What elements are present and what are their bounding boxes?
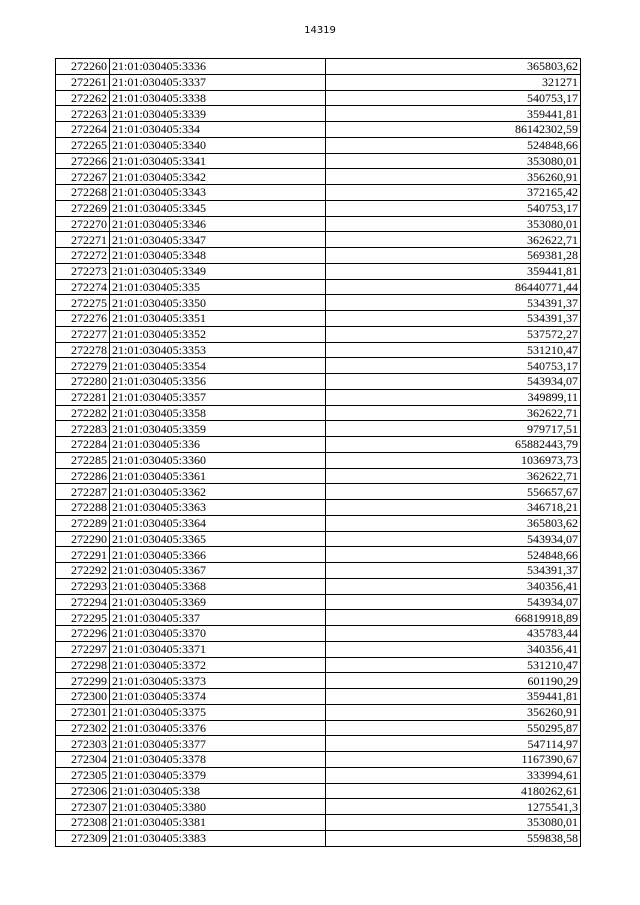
cadastral-value-cell: 979717,51 <box>326 421 581 437</box>
table-row <box>56 563 581 579</box>
table-row <box>56 153 581 169</box>
row-number-cell: 272308 <box>56 815 110 831</box>
cadastral-value-cell: 359441,81 <box>326 689 581 705</box>
table-row <box>56 767 581 783</box>
cadastral-number-cell: 21:01:030405:3348 <box>110 248 326 264</box>
cadastral-value-cell: 356260,91 <box>326 704 581 720</box>
row-number-cell: 272269 <box>56 200 110 216</box>
table-row <box>56 626 581 642</box>
cadastral-value-cell: 531210,47 <box>326 342 581 358</box>
cadastral-value-cell: 547114,97 <box>326 736 581 752</box>
table-row <box>56 783 581 799</box>
table-row <box>56 657 581 673</box>
table-row <box>56 468 581 484</box>
table-row <box>56 578 581 594</box>
row-number-cell: 272290 <box>56 531 110 547</box>
cadastral-number-cell: 21:01:030405:3347 <box>110 232 326 248</box>
table-row <box>56 515 581 531</box>
row-number-cell: 272277 <box>56 326 110 342</box>
row-number-cell: 272265 <box>56 137 110 153</box>
cadastral-number-cell: 21:01:030405:3341 <box>110 153 326 169</box>
row-number-cell: 272291 <box>56 547 110 563</box>
cadastral-number-cell: 21:01:030405:3383 <box>110 830 326 846</box>
cadastral-number-cell: 21:01:030405:3340 <box>110 137 326 153</box>
cadastral-value-cell: 321271 <box>326 74 581 90</box>
cadastral-number-cell: 21:01:030405:3353 <box>110 342 326 358</box>
row-number-cell: 272279 <box>56 358 110 374</box>
cadastral-value-cell: 543934,07 <box>326 531 581 547</box>
cadastral-number-cell: 21:01:030405:3364 <box>110 515 326 531</box>
cadastral-value-cell: 365803,62 <box>326 59 581 75</box>
cadastral-value-cell: 359441,81 <box>326 106 581 122</box>
row-number-cell: 272260 <box>56 59 110 75</box>
cadastral-value-cell: 534391,37 <box>326 311 581 327</box>
table-body <box>56 59 581 847</box>
cadastral-number-cell: 21:01:030405:3337 <box>110 74 326 90</box>
row-number-cell: 272301 <box>56 704 110 720</box>
row-number-cell: 272275 <box>56 295 110 311</box>
row-number-cell: 272280 <box>56 374 110 390</box>
cadastral-value-cell: 524848,66 <box>326 547 581 563</box>
cadastral-value-cell: 340356,41 <box>326 578 581 594</box>
row-number-cell: 272286 <box>56 468 110 484</box>
cadastral-value-cell: 86440771,44 <box>326 279 581 295</box>
table-row <box>56 232 581 248</box>
row-number-cell: 272264 <box>56 122 110 138</box>
cadastral-number-cell: 21:01:030405:3358 <box>110 405 326 421</box>
cadastral-value-cell: 86142302,59 <box>326 122 581 138</box>
row-number-cell: 272305 <box>56 767 110 783</box>
cadastral-value-cell: 540753,17 <box>326 358 581 374</box>
row-number-cell: 272281 <box>56 389 110 405</box>
cadastral-value-cell: 353080,01 <box>326 216 581 232</box>
table-row <box>56 263 581 279</box>
cadastral-number-cell: 21:01:030405:3374 <box>110 689 326 705</box>
row-number-cell: 272283 <box>56 421 110 437</box>
table-row <box>56 421 581 437</box>
row-number-cell: 272289 <box>56 515 110 531</box>
cadastral-value-cell: 362622,71 <box>326 232 581 248</box>
cadastral-value-cell: 65882443,79 <box>326 437 581 453</box>
table-row <box>56 830 581 846</box>
cadastral-number-cell: 21:01:030405:3359 <box>110 421 326 437</box>
cadastral-number-cell: 21:01:030405:338 <box>110 783 326 799</box>
cadastral-number-cell: 21:01:030405:3350 <box>110 295 326 311</box>
cadastral-value-cell: 359441,81 <box>326 263 581 279</box>
table-row <box>56 720 581 736</box>
cadastral-number-cell: 21:01:030405:3377 <box>110 736 326 752</box>
row-number-cell: 272288 <box>56 500 110 516</box>
cadastral-number-cell: 21:01:030405:3380 <box>110 799 326 815</box>
cadastral-number-cell: 21:01:030405:3345 <box>110 200 326 216</box>
cadastral-number-cell: 21:01:030405:3373 <box>110 673 326 689</box>
cadastral-value-table <box>55 58 581 847</box>
table-row <box>56 358 581 374</box>
table-row <box>56 169 581 185</box>
cadastral-value-cell: 524848,66 <box>326 137 581 153</box>
cadastral-value-cell: 550295,87 <box>326 720 581 736</box>
row-number-cell: 272268 <box>56 185 110 201</box>
table-row <box>56 311 581 327</box>
cadastral-number-cell: 21:01:030405:3357 <box>110 389 326 405</box>
table-row <box>56 200 581 216</box>
cadastral-value-cell: 534391,37 <box>326 295 581 311</box>
cadastral-number-cell: 21:01:030405:337 <box>110 610 326 626</box>
cadastral-number-cell: 21:01:030405:3343 <box>110 185 326 201</box>
cadastral-number-cell: 21:01:030405:3371 <box>110 641 326 657</box>
row-number-cell: 272297 <box>56 641 110 657</box>
cadastral-number-cell: 21:01:030405:3336 <box>110 59 326 75</box>
row-number-cell: 272261 <box>56 74 110 90</box>
table-row <box>56 500 581 516</box>
cadastral-value-cell: 1275541,3 <box>326 799 581 815</box>
table-row <box>56 673 581 689</box>
cadastral-number-cell: 21:01:030405:3378 <box>110 752 326 768</box>
row-number-cell: 272306 <box>56 783 110 799</box>
row-number-cell: 272276 <box>56 311 110 327</box>
cadastral-number-cell: 21:01:030405:3356 <box>110 374 326 390</box>
row-number-cell: 272266 <box>56 153 110 169</box>
cadastral-number-cell: 21:01:030405:3381 <box>110 815 326 831</box>
cadastral-number-cell: 21:01:030405:3366 <box>110 547 326 563</box>
table-row <box>56 484 581 500</box>
cadastral-value-cell: 1167390,67 <box>326 752 581 768</box>
cadastral-value-cell: 543934,07 <box>326 594 581 610</box>
cadastral-value-cell: 346718,21 <box>326 500 581 516</box>
table-row <box>56 610 581 626</box>
table-row <box>56 74 581 90</box>
table-row <box>56 799 581 815</box>
row-number-cell: 272294 <box>56 594 110 610</box>
row-number-cell: 272309 <box>56 830 110 846</box>
cadastral-number-cell: 21:01:030405:3368 <box>110 578 326 594</box>
table-row <box>56 326 581 342</box>
row-number-cell: 272293 <box>56 578 110 594</box>
table-row <box>56 279 581 295</box>
cadastral-number-cell: 21:01:030405:3352 <box>110 326 326 342</box>
table-row <box>56 137 581 153</box>
table-row <box>56 689 581 705</box>
row-number-cell: 272267 <box>56 169 110 185</box>
table-row <box>56 752 581 768</box>
table-row <box>56 452 581 468</box>
table-row <box>56 594 581 610</box>
cadastral-value-cell: 556657,67 <box>326 484 581 500</box>
row-number-cell: 272292 <box>56 563 110 579</box>
cadastral-number-cell: 21:01:030405:336 <box>110 437 326 453</box>
row-number-cell: 272282 <box>56 405 110 421</box>
table-row <box>56 704 581 720</box>
cadastral-number-cell: 21:01:030405:3339 <box>110 106 326 122</box>
cadastral-value-cell: 353080,01 <box>326 815 581 831</box>
row-number-cell: 272271 <box>56 232 110 248</box>
table-row <box>56 389 581 405</box>
cadastral-number-cell: 21:01:030405:3369 <box>110 594 326 610</box>
row-number-cell: 272303 <box>56 736 110 752</box>
row-number-cell: 272298 <box>56 657 110 673</box>
cadastral-value-cell: 537572,27 <box>326 326 581 342</box>
row-number-cell: 272262 <box>56 90 110 106</box>
cadastral-value-cell: 569381,28 <box>326 248 581 264</box>
row-number-cell: 272285 <box>56 452 110 468</box>
table-row <box>56 59 581 75</box>
row-number-cell: 272284 <box>56 437 110 453</box>
cadastral-value-cell: 353080,01 <box>326 153 581 169</box>
cadastral-number-cell: 21:01:030405:3351 <box>110 311 326 327</box>
cadastral-number-cell: 21:01:030405:3362 <box>110 484 326 500</box>
row-number-cell: 272273 <box>56 263 110 279</box>
row-number-cell: 272274 <box>56 279 110 295</box>
row-number-cell: 272300 <box>56 689 110 705</box>
row-number-cell: 272272 <box>56 248 110 264</box>
cadastral-value-cell: 543934,07 <box>326 374 581 390</box>
cadastral-number-cell: 21:01:030405:3376 <box>110 720 326 736</box>
table-row <box>56 295 581 311</box>
cadastral-value-cell: 540753,17 <box>326 200 581 216</box>
cadastral-value-cell: 340356,41 <box>326 641 581 657</box>
table-row <box>56 122 581 138</box>
cadastral-value-cell: 362622,71 <box>326 468 581 484</box>
row-number-cell: 272263 <box>56 106 110 122</box>
page-number: 14319 <box>304 25 336 36</box>
cadastral-value-cell: 66819918,89 <box>326 610 581 626</box>
cadastral-number-cell: 21:01:030405:3379 <box>110 767 326 783</box>
cadastral-number-cell: 21:01:030405:3365 <box>110 531 326 547</box>
cadastral-number-cell: 21:01:030405:3354 <box>110 358 326 374</box>
table-row <box>56 736 581 752</box>
table-row <box>56 374 581 390</box>
table-row <box>56 531 581 547</box>
table-row <box>56 342 581 358</box>
cadastral-number-cell: 21:01:030405:3372 <box>110 657 326 673</box>
cadastral-value-cell: 1036973,73 <box>326 452 581 468</box>
cadastral-value-cell: 372165,42 <box>326 185 581 201</box>
cadastral-value-cell: 362622,71 <box>326 405 581 421</box>
row-number-cell: 272304 <box>56 752 110 768</box>
cadastral-number-cell: 21:01:030405:3361 <box>110 468 326 484</box>
row-number-cell: 272299 <box>56 673 110 689</box>
cadastral-number-cell: 21:01:030405:3349 <box>110 263 326 279</box>
table-row <box>56 437 581 453</box>
table-row <box>56 185 581 201</box>
table-row <box>56 216 581 232</box>
table-row <box>56 641 581 657</box>
cadastral-number-cell: 21:01:030405:3367 <box>110 563 326 579</box>
row-number-cell: 272296 <box>56 626 110 642</box>
cadastral-value-cell: 534391,37 <box>326 563 581 579</box>
cadastral-number-cell: 21:01:030405:335 <box>110 279 326 295</box>
cadastral-value-cell: 333994,61 <box>326 767 581 783</box>
table-row <box>56 248 581 264</box>
table-row <box>56 90 581 106</box>
cadastral-number-cell: 21:01:030405:3375 <box>110 704 326 720</box>
table-row <box>56 106 581 122</box>
cadastral-number-cell: 21:01:030405:3338 <box>110 90 326 106</box>
cadastral-number-cell: 21:01:030405:3363 <box>110 500 326 516</box>
cadastral-value-cell: 365803,62 <box>326 515 581 531</box>
table-row <box>56 405 581 421</box>
cadastral-number-cell: 21:01:030405:3370 <box>110 626 326 642</box>
row-number-cell: 272287 <box>56 484 110 500</box>
row-number-cell: 272295 <box>56 610 110 626</box>
cadastral-number-cell: 21:01:030405:3346 <box>110 216 326 232</box>
row-number-cell: 272278 <box>56 342 110 358</box>
row-number-cell: 272302 <box>56 720 110 736</box>
cadastral-value-cell: 435783,44 <box>326 626 581 642</box>
cadastral-number-cell: 21:01:030405:3342 <box>110 169 326 185</box>
cadastral-value-cell: 356260,91 <box>326 169 581 185</box>
table-row <box>56 815 581 831</box>
cadastral-value-cell: 559838,58 <box>326 830 581 846</box>
cadastral-value-cell: 4180262,61 <box>326 783 581 799</box>
table-row <box>56 547 581 563</box>
cadastral-value-cell: 540753,17 <box>326 90 581 106</box>
cadastral-value-cell: 601190,29 <box>326 673 581 689</box>
cadastral-value-cell: 349899,11 <box>326 389 581 405</box>
cadastral-number-cell: 21:01:030405:3360 <box>110 452 326 468</box>
row-number-cell: 272307 <box>56 799 110 815</box>
cadastral-number-cell: 21:01:030405:334 <box>110 122 326 138</box>
cadastral-value-cell: 531210,47 <box>326 657 581 673</box>
row-number-cell: 272270 <box>56 216 110 232</box>
